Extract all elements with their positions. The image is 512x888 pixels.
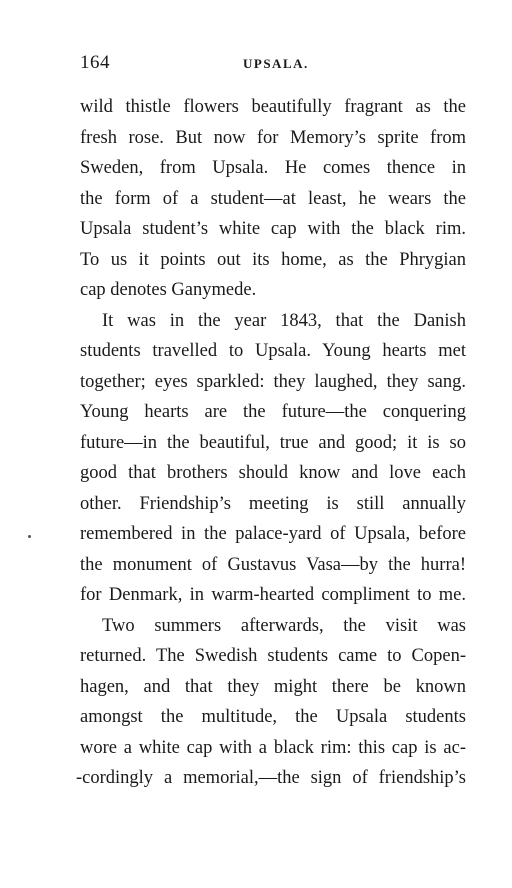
- page-number: 164: [80, 52, 110, 73]
- text-line: To us it points out its home, as the Phrygian: [80, 249, 466, 270]
- text-line: wild thistle flowers beautifully fragrant as the: [80, 97, 466, 117]
- text-line: returned. The Swedish students came to Copen-: [80, 646, 466, 666]
- text-line: wore a white cap with a black rim: this cap is ac-: [80, 737, 466, 758]
- margin-speck: [28, 535, 31, 538]
- text-line: the form of a student—at least, he wears the: [80, 188, 466, 209]
- paragraph-end-line: cap denotes Ganymede.: [80, 280, 257, 300]
- text-line: the monument of Gustavus Vasa—by the hurra!: [80, 554, 466, 575]
- text-line: good that brothers should know and love each: [80, 463, 466, 483]
- text-line: students travelled to Upsala. Young hearts met: [80, 341, 466, 361]
- paragraph-start-line: Two summers afterwards, the visit was: [102, 615, 466, 636]
- paragraph-end-line: for Denmark, in warm-hearted compliment to me.: [80, 585, 466, 605]
- paragraph-start-line: It was in the year 1843, that the Danish: [102, 310, 466, 331]
- text-line: together; eyes sparkled: they laughed, they sang.: [80, 371, 466, 392]
- text-line: Sweden, from Upsala. He comes thence in: [80, 158, 466, 178]
- text-line: amongst the multitude, the Upsala students: [80, 707, 466, 727]
- text-line: other. Friendship’s meeting is still annually: [80, 493, 466, 514]
- text-line: future—in the beautiful, true and good; it is so: [80, 432, 466, 453]
- text-line: Upsala student’s white cap with the black rim.: [80, 219, 466, 239]
- running-head: [80, 52, 466, 78]
- text-line: remembered in the palace-yard of Upsala, before: [80, 524, 466, 544]
- text-line: hagen, and that they might there be known: [80, 676, 466, 697]
- running-title: UPSALA.: [243, 56, 309, 71]
- text-line: -cordingly a memorial,—the sign of friendship’s: [76, 768, 466, 788]
- text-line: fresh rose. But now for Memory’s sprite from: [80, 127, 466, 148]
- text-line: Young hearts are the future—the conquering: [80, 402, 466, 422]
- body-text: [76, 92, 466, 794]
